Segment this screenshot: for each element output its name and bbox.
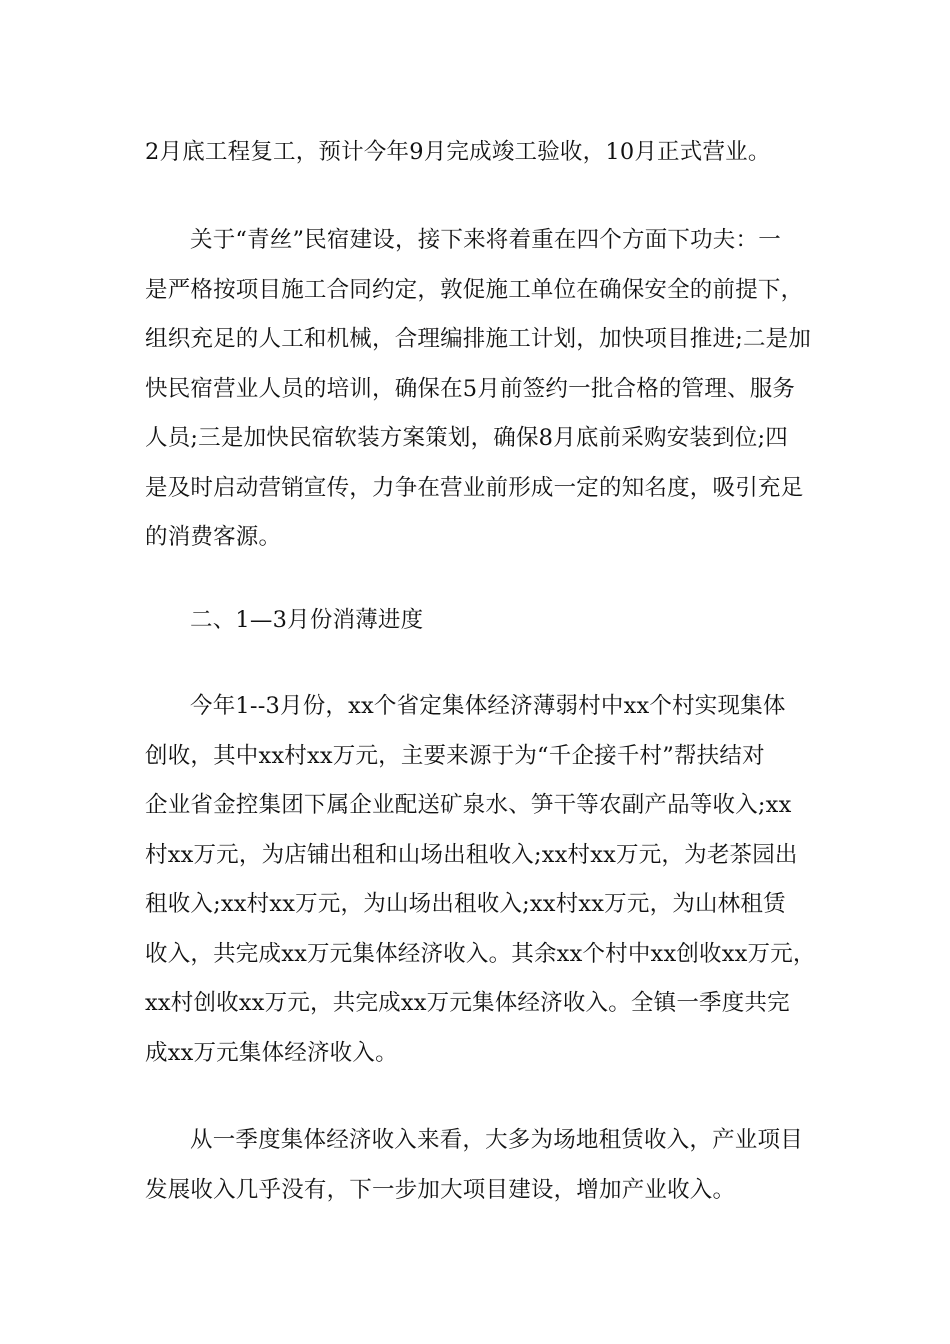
text-line: 快民宿营业人员的培训，确保在5月前签约一批合格的管理、服务 [145,375,796,402]
text-line: 创收，其中xx村xx万元，主要来源于为“千企接千村”帮扶结对 [145,742,765,769]
paragraph-income-analysis [145,1116,815,1215]
text-line: 的消费客源。 [145,524,282,550]
text-line: 收入，共完成xx万元集体经济收入。其余xx个村中xx创收xx万元， [145,940,816,967]
paragraph-construction-schedule [145,128,815,178]
text-line: 组织充足的人工和机械，合理编排施工计划，加快项目推进;二是加 [145,326,812,352]
text-line: 今年1--3月份，xx个省定集体经济薄弱村中xx个村实现集体 [190,693,786,719]
text-line: 成xx万元集体经济收入。 [145,1039,398,1066]
paragraph-homestay-plan [145,216,815,563]
text-line: 人员;三是加快民宿软装方案策划，确保8月底前采购安装到位;四 [145,425,788,451]
text-line: 从一季度集体经济收入来看，大多为场地租赁收入，产业项目 [190,1127,803,1153]
text-line: 发展收入几乎没有，下一步加大项目建设，增加产业收入。 [145,1176,736,1203]
text-line: 关于“青丝”民宿建设，接下来将着重在四个方面下功夫：一 [190,227,781,253]
text-line: 是严格按项目施工合同约定，敦促施工单位在确保安全的前提下， [145,276,804,303]
text-line: 租收入;xx村xx万元，为山场出租收入;xx村xx万元，为山林租赁 [145,891,786,917]
section-heading [145,596,815,646]
heading-text: 二、1—3月份消薄进度 [190,607,424,633]
paragraph-q1-income [145,682,815,1078]
text-line: 是及时启动营销宣传，力争在营业前形成一定的知名度，吸引充足 [145,474,804,501]
text-line: xx村创收xx万元，共完成xx万元集体经济收入。全镇一季度共完 [145,990,790,1016]
text-line: 村xx万元，为店铺出租和山场出租收入;xx村xx万元，为老茶园出 [145,841,798,868]
text-line: 企业省金控集团下属企业配送矿泉水、笋干等农副产品等收入;xx [145,792,792,818]
text-line: 2月底工程复工，预计今年9月完成竣工验收，10月正式营业。 [145,139,771,165]
